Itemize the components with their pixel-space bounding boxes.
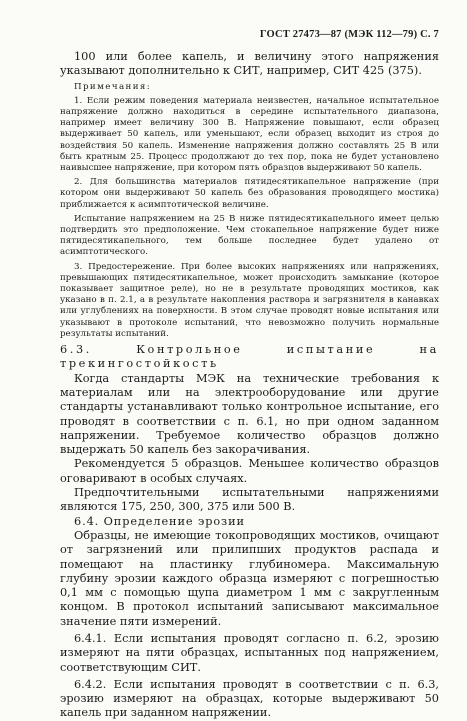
section-6-4-paragraph-1: Образцы, не имеющие токопроводящих мостиков, очищают от загрязнений или прилипших продуктов распада и помещают на пластинку глубиномера. Максимальную глубину эрозии каждого образца измеряют с погрешностью 0,1 мм с помощью щупа диаметром 1 мм с закругленным концом. В протокол испытаний записывают максимальное значение пяти измерений.: [60, 528, 439, 628]
note-2: 2. Для большинства материалов пятидесятикапельное напряжение (при котором они выдерживают 50 капель без образования проводящего мостика) приближается к асимптотической величине.: [60, 177, 439, 210]
section-6-3-heading: 6.3. Контрольное испытание на трекингостойкость: [60, 343, 439, 371]
section-6-3-paragraph-2: Рекомендуется 5 образцов. Меньшее количество образцов оговаривают в особых случаях.: [60, 457, 439, 485]
note-1: 1. Если режим поведения материала неизвестен, начальное испытательное напряжение должно находиться в середине испытательного диапазона, например имеет величину 300 В. Напряжение повышают, если образец выдерживает 50 капель, или уменьшают, если образец выходит из строя до воздействия 50 капель. Изменение напряжения должно составлять 25 В или быть кратным 25. Процесс продолжают до тех пор, пока не будет установлено наивысшее напряжение, при котором пять образцов выдерживают 50 капель.: [60, 95, 439, 174]
note-3: 3. Предостережение. При более высоких напряжениях или напряжениях, превышающих пятидесятикапельное, может происходить замыкание (которое показывает защитное реле), но не в результате проводящих мостиков, как указано в п. 2.1, а в результате накопления раствора и загрязнителя в канавках или углублениях на поверхности. В этом случае проводят новые испытания или указывают в протоколе испытаний, что невозможно получить нормальные результаты испытаний.: [60, 261, 439, 339]
notes-title: Примечания:: [74, 81, 152, 92]
section-6-4-2-paragraph: 6.4.2. Если испытания проводят в соответствии с п. 6.3, эрозию измеряют на образцах, которые выдерживают 50 капель при заданном напряжении.: [60, 677, 439, 720]
section-6-4-1-paragraph: 6.4.1. Если испытания проводят согласно п. 6.2, эрозию измеряют на пяти образцах, испытанных под напряжением, соответствующим СИТ.: [60, 632, 439, 674]
page-header: ГОСТ 27473—87 (МЭК 112—79) С. 7: [259, 29, 439, 40]
page-content: [60, 50, 439, 721]
section-6-3-paragraph-1: Когда стандарты МЭК на технические требования к материалам или на электрооборудование или другие стандарты устанавливают только контрольное испытание, его проводят в соответствии с п. 6.1, но при одном заданном напряжении. Требуемое количество образцов должно выдержать 50 капель без закорачивания.: [60, 371, 439, 457]
section-6-3-paragraph-3: Предпочтительными испытательными напряжениями являются 175, 250, 300, 375 или 500 В.: [60, 486, 439, 514]
section-6-4-heading: 6.4. Определение эрозии: [74, 514, 245, 528]
note-2-continued: Испытание напряжением на 25 В ниже пятидесятикапельного имеет целью подтвердить это предположение. Чем стокапельное напряжение будет ниже пятидесятикапельного, тем больше последнее будет удалено от асимптотического.: [60, 213, 439, 258]
intro-paragraph: 100 или более капель, и величину этого напряжения указывают дополнительно к СИТ, например, СИТ 425 (375).: [60, 50, 439, 78]
